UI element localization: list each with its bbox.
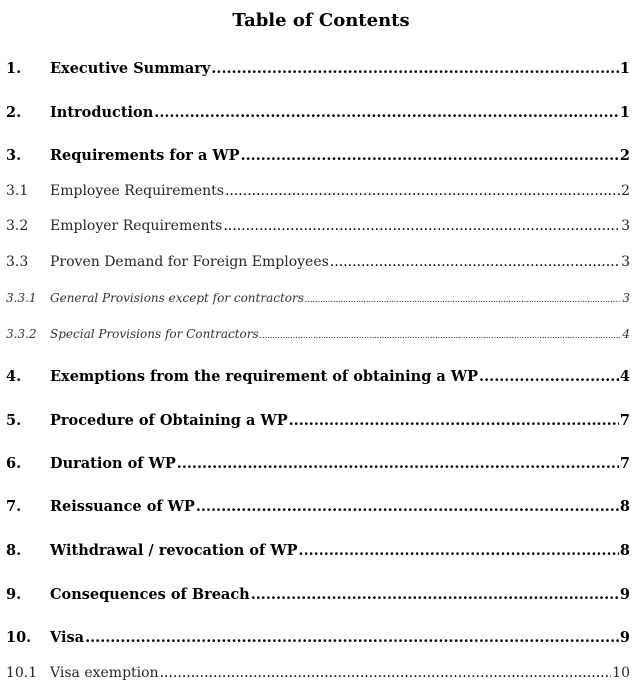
toc-label[interactable]: Consequences of Breach [50, 586, 250, 603]
toc-page-number: 2 [621, 183, 630, 199]
toc-entry-employee-requirements[interactable] [6, 183, 630, 199]
toc-number: 10. [6, 629, 32, 646]
toc-number: 3. [6, 147, 22, 164]
toc-number: 10.1 [6, 665, 38, 681]
toc-label[interactable]: Employee Requirements [50, 183, 224, 199]
dot-leader [196, 498, 619, 515]
toc-number: 3.3.2 [6, 327, 37, 341]
toc-page-number: 3 [621, 254, 630, 270]
toc-number: 1. [6, 60, 22, 77]
toc-label[interactable]: Exemptions from the requirement of obtaining a WP [50, 368, 479, 385]
toc-entry-special-provisions[interactable] [6, 327, 630, 341]
toc-number: 6. [6, 455, 22, 472]
toc-number: 7. [6, 498, 22, 515]
toc-page-number: 3 [622, 291, 630, 305]
toc-entry-consequences[interactable] [6, 586, 630, 603]
toc-number: 8. [6, 542, 22, 559]
toc-label[interactable]: Proven Demand for Foreign Employees [50, 254, 329, 270]
toc-page-number: 7 [619, 455, 630, 472]
toc-label[interactable]: Duration of WP [50, 455, 176, 472]
toc-entry-executive-summary[interactable] [6, 60, 630, 77]
toc-page-number: 9 [619, 629, 630, 646]
toc-page-number: 10 [612, 665, 630, 681]
dot-leader [223, 218, 620, 234]
dot-leader [330, 254, 620, 270]
dot-leader [251, 586, 619, 603]
toc-page-number: 9 [619, 586, 630, 603]
toc-number: 5. [6, 412, 22, 429]
toc-label[interactable]: Procedure of Obtaining a WP [50, 412, 288, 429]
toc-page-number: 2 [619, 147, 630, 164]
toc-entry-employer-requirements[interactable] [6, 218, 630, 234]
toc-label[interactable]: Visa exemption [50, 665, 159, 681]
toc-label[interactable]: Requirements for a WP [50, 147, 240, 164]
toc-page-number: 1 [619, 60, 630, 77]
dot-leader [241, 147, 619, 164]
toc-number: 9. [6, 586, 22, 603]
dot-leader [479, 368, 619, 385]
dot-leader [177, 455, 619, 472]
toc-entry-procedure[interactable] [6, 412, 630, 429]
toc-entry-proven-demand[interactable] [6, 254, 630, 270]
toc-number: 2. [6, 104, 22, 121]
toc-entry-exemptions[interactable] [6, 368, 630, 385]
toc-page-number: 7 [619, 412, 630, 429]
toc-label[interactable]: Introduction [50, 104, 154, 121]
toc-label[interactable]: Employer Requirements [50, 218, 223, 234]
toc-page-number: 4 [622, 327, 630, 341]
toc-entry-general-provisions[interactable] [6, 291, 630, 305]
toc-page-number: 1 [619, 104, 630, 121]
toc-entry-withdrawal[interactable] [6, 542, 630, 559]
toc-label[interactable]: Visa [50, 629, 85, 646]
toc-entry-duration[interactable] [6, 455, 630, 472]
toc-entry-visa-exemption[interactable] [6, 665, 630, 681]
toc-number: 3.2 [6, 218, 29, 234]
toc-entry-introduction[interactable] [6, 104, 630, 121]
dot-leader [211, 60, 619, 77]
toc-page-number: 8 [619, 542, 630, 559]
toc-label[interactable]: Special Provisions for Contractors [50, 327, 259, 341]
page-title: Table of Contents [232, 10, 410, 31]
dot-leader [260, 327, 622, 341]
toc-page-number: 8 [619, 498, 630, 515]
dot-leader [299, 542, 619, 559]
dot-leader [85, 629, 619, 646]
toc-label[interactable]: Withdrawal / revocation of WP [50, 542, 298, 559]
toc-label[interactable]: Executive Summary [50, 60, 211, 77]
dot-leader [289, 412, 619, 429]
toc-number: 3.3.1 [6, 291, 37, 305]
toc-number: 3.1 [6, 183, 29, 199]
toc-number: 4. [6, 368, 22, 385]
toc-page-number: 4 [619, 368, 630, 385]
toc-entry-visa[interactable] [6, 629, 630, 646]
dot-leader [305, 291, 621, 305]
dot-leader [160, 665, 612, 681]
toc-page-number: 3 [621, 218, 630, 234]
toc-entry-requirements[interactable] [6, 147, 630, 164]
dot-leader [154, 104, 619, 121]
toc-number: 3.3 [6, 254, 29, 270]
dot-leader [225, 183, 620, 199]
toc-label[interactable]: Reissuance of WP [50, 498, 195, 515]
toc-label[interactable]: General Provisions except for contractors [50, 291, 304, 305]
toc-entry-reissuance[interactable] [6, 498, 630, 515]
